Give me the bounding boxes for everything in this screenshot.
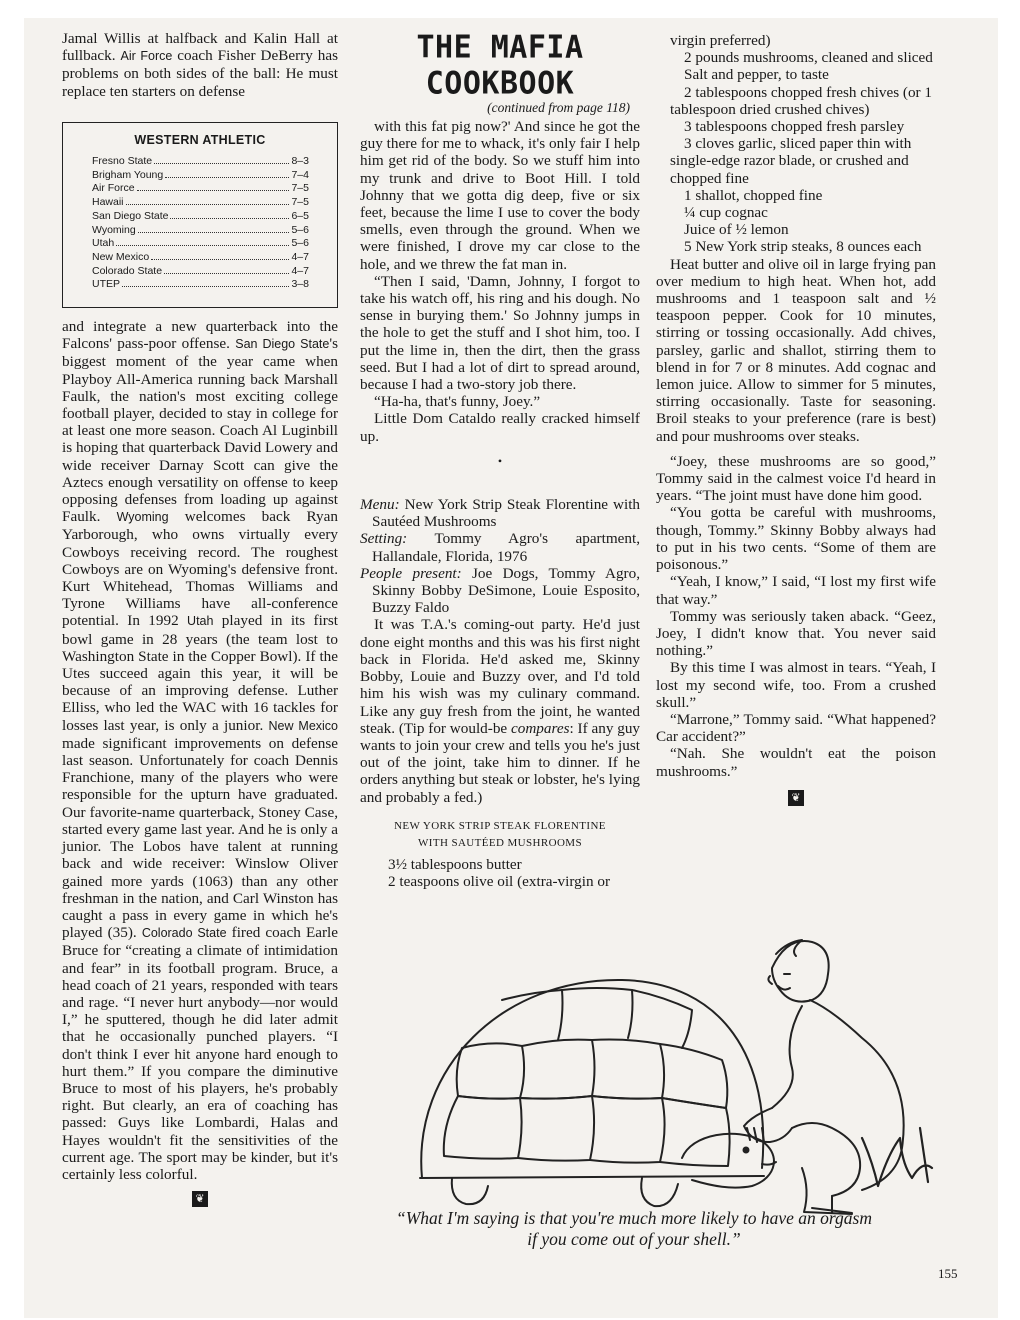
recipe-title-line: WITH SAUTÉED MUSHROOMS	[417, 836, 583, 849]
team-highlight: San Diego State	[235, 337, 330, 352]
people-label: People present:	[360, 564, 462, 582]
story-paragraph: Tommy was seriously taken aback. “Geez, Joey, I didn't know that. You never said nothing.”	[656, 607, 936, 660]
ingredient-continued: virgin preferred)	[670, 32, 771, 49]
ingredient-item: 2 tablespoons chopped fresh chives (or 1 tablespoon dried crushed chives)	[670, 83, 932, 118]
sports-paragraph: and integrate a new quarterback into the Falcons' pass-poor offense. San Diego State's biggest moment of the year came when Playboy All-America running back Marshall Faulk, the nation's most exciting college football player, decided to stay in college for at least one more season. Coach Al Luginbill is hoping that quarterback David Lowery and wide receiver Darnay Scott can give the Aztecs enough versatility on offense to keep opposing defenses from loading up against Faulk. Wyoming welcomes back Ryan Yarborough, who owns virtually every Cowboys receiving record. The roughest Cowboys are on Wyoming's defensive front. Kurt Whitehead, Thomas Williams and Tyrone Williams have all-conference potential. In 1992 Utah played in its first bowl game in 28 years (the team lost to Washington State in the Copper Bowl). If the Utes succeed again this year, it will be because of an improving defense. Luther Elliss, who led the WAC with 16 tackles for losses last year, is only a junior. New Mexico made significant improvements on defense last season. Unfortunately for coach Dennis Franchione, many of the players who were responsible for the upturn have graduated. Our favorite-name quarterback, Stoney Case, started every game last year. And he is only a junior. The Lobos have talent at running back and wide receiver: Winslow Oliver gained more yards (1063) than any other freshman in the nation, and Carl Winston has caught a pass in every game in which he's played (35). Colorado State fired coach Earle Bruce for “creating a climate of intimidation and fear” in its football program. Bruce, a head coach of 21 years, responded with tears and rage. “I never hurt anybody—nor would I,” he sputtered, though he did later admit that he occasionally punched players. “I don't think I ever hit anyone hard enough to hurt them.” If you compare the diminutive Bruce to most of his players, he's probably right. But clearly, an era of coaching has passed: Guys like Lombardi, Halas and Hayes wouldn't fit the sensitivities of the current age. The sport may be kinder, but it's certainly less colorful.	[62, 318, 338, 1183]
story-text: It was T.A.'s coming-out party. He'd just done eight months and this was his first night back in Florida. He'd asked me, Skinny Bobby, Louie and Buzzy over, and I'd told him his wish was my culinary command. Like any guy fresh from the joint, he wanted steak. (Tip for would-be	[360, 616, 640, 737]
standings-box	[62, 122, 338, 308]
story-paragraph: “Joey, these mushrooms are so good,” Tommy said in the calmest voice I'd heard in years. “The joint must have done him good.	[656, 452, 936, 505]
standings-row	[63, 182, 337, 196]
ingredient-item: ¼ cup cognac	[684, 204, 768, 222]
story-paragraphs-a	[360, 118, 640, 445]
leader-dots	[137, 190, 290, 191]
team-name: New Mexico	[92, 250, 150, 263]
bunny-icon: ❦	[788, 790, 804, 806]
menu-line	[360, 496, 640, 530]
story-paragraph: “Marrone,” Tommy said. “What happened? Car accident?”	[656, 710, 936, 746]
standings-row	[63, 265, 337, 279]
team-record: 4–7	[291, 250, 309, 263]
leader-dots	[170, 218, 289, 219]
ingredient-item: 5 New York strip steaks, 8 ounces each	[684, 238, 922, 256]
story-paragraph: By this time I was almost in tears. “Yeah, I lost my second wife, too. From a crushed skull.”	[656, 659, 936, 711]
story-paragraphs-c	[656, 453, 936, 780]
artist-signature	[862, 1128, 932, 1186]
story-paragraph: “Yeah, I know,” I said, “I lost my first wife that way.”	[656, 573, 936, 608]
ingredient-item: 3 tablespoons chopped fresh parsley	[684, 118, 905, 136]
leader-dots	[165, 177, 289, 178]
cartoon-illustration	[392, 928, 952, 1218]
ingredient-item: 1 shallot, chopped fine	[684, 186, 823, 204]
team-name: Hawaii	[92, 196, 124, 209]
ingredients-list-b	[656, 49, 936, 255]
leader-dots	[126, 204, 290, 205]
end-mark	[62, 1189, 338, 1207]
team-highlight: New Mexico	[268, 718, 338, 733]
bunny-icon: ❦	[192, 1191, 208, 1207]
team-name: Air Force	[92, 182, 135, 195]
directions: Heat butter and olive oil in large frying pan over medium to high heat. When hot, add mushrooms and 1 teaspoon salt and ½ teaspoon pepper. Cook for 10 minutes, stirring or tossing occasionally. Add chives, parsley, garlic and shallot, stirring them to blend in for 7 or 8 minutes. Add cognac and lemon juice. Allow to simmer for 5 minutes, stirring occasionally. Taste for seasoning. Broil steaks to your preference (rare is best) and pour mushrooms over steaks.	[656, 255, 936, 445]
compares-word: compares	[511, 719, 570, 737]
setting-line	[360, 530, 640, 564]
article-title: THE MAFIA COOKBOOK	[416, 29, 584, 102]
standings-row	[63, 278, 337, 292]
team-name: Fresno State	[92, 155, 153, 167]
team-record: 8–3	[291, 155, 309, 167]
team-record: 5–6	[291, 237, 309, 250]
story-paragraph: “Nah. She wouldn't eat the poison mushrooms.”	[656, 745, 936, 780]
continued-note: (continued from page 118)	[487, 100, 630, 115]
column-2	[360, 30, 640, 890]
story-paragraph: “Then I said, 'Damn, Johnny, I forgot to take his watch off, his ring and his dough. No sense in burying them.' So Johnny jumps in the hole to get the stuff and I shot him, too. I put the lime in, then the dirt, then the grass seed. But I had a lot of dirt to spread around, because I had a two-story job there.	[360, 272, 640, 394]
leader-dots	[116, 245, 289, 246]
people-text: Joe Dogs, Tommy Agro, Skinny Bobby DeSimone, Louie Esposito, Buzzy Faldo	[372, 564, 640, 617]
team-record: 6–5	[291, 209, 309, 222]
ingredient-item: Salt and pepper, to taste	[684, 66, 829, 84]
menu-text: New York Strip Steak Florentine with Sautéed Mushrooms	[372, 496, 641, 531]
sports-paragraph: Jamal Willis at halfback and Kalin Hall at fullback. Air Force coach Fisher DeBerry has problems on both sides of the ball: He must replace ten starters on defense	[62, 30, 338, 100]
team-record: 4–7	[291, 264, 309, 277]
column-3	[656, 32, 936, 806]
recipe-title	[360, 818, 640, 852]
story-paragraph: “You gotta be careful with mushrooms, though, Tommy.” Skinny Bobby always had to put in his two cents. “Some of them are poisonous.”	[656, 504, 936, 574]
team-record: 7–5	[291, 182, 309, 195]
man-body	[810, 1000, 904, 1190]
section-separator: •	[497, 453, 503, 468]
ingredient-item: 2 pounds mushrooms, cleaned and sliced	[684, 49, 933, 67]
column-1-bottom	[62, 318, 338, 1207]
standings-row	[63, 169, 337, 183]
team-name: UTEP	[92, 278, 121, 291]
column-1-top	[62, 30, 338, 100]
standings-row	[63, 196, 337, 210]
standings-title: WESTERN ATHLETIC	[134, 133, 266, 147]
cartoon-caption: “What I'm saying is that you're much more likely to have an orgasm if you come out of your shell.”	[395, 1208, 873, 1249]
story-paragraph	[360, 616, 640, 805]
setting-text: Tommy Agro's apartment, Hallandale, Florida, 1976	[372, 530, 640, 565]
page-number: 155	[938, 1266, 958, 1281]
magazine-page	[24, 18, 998, 1318]
story-paragraph: with this fat pig now?' And since he got the guy there for me to whack, it's only fair I help him get rid of the body. So we stuff him into my trunk and drive to Boot Hill. I told Johnny that we gotta dig deep, five or six feet, because the lime I use to cover the body smells, even through the ground. When we were finished, I drove my car close to the hole, and we threw the fat man in.	[360, 118, 640, 273]
story-text: : If any guy wants to join your crew and tells you he's just out of the joint, take him to dinner. If he orders anything but steak or lobster, he's lying and probably a fed.)	[360, 719, 641, 806]
story-paragraph: Little Dom Cataldo really cracked himself up.	[360, 410, 640, 445]
standings-row	[63, 237, 337, 251]
team-record: 7–5	[291, 196, 309, 209]
standings-row	[63, 155, 337, 169]
team-name: Colorado State	[92, 264, 163, 277]
team-record: 7–4	[291, 168, 309, 181]
ingredient-item: 2 teaspoons olive oil (extra-virgin or	[388, 872, 610, 890]
leader-dots	[122, 286, 289, 287]
team-record: 3–8	[291, 278, 309, 291]
team-record: 5–6	[291, 223, 309, 236]
ingredient-item: 3 cloves garlic, sliced paper thin with single-edge razor blade, or crushed and chopped fine	[670, 135, 912, 187]
leader-dots	[138, 232, 290, 233]
leader-dots	[151, 259, 289, 260]
menu-label: Menu:	[360, 496, 400, 514]
ingredient-item: 3½ tablespoons butter	[388, 855, 522, 873]
leader-dots	[164, 273, 289, 274]
setting-label: Setting:	[360, 530, 408, 548]
team-highlight: Air Force	[120, 49, 173, 64]
recipe-title-line: NEW YORK STRIP STEAK FLORENTINE	[394, 819, 606, 832]
team-name: Brigham Young	[92, 168, 164, 181]
standings-list	[63, 155, 337, 292]
team-name: Utah	[92, 237, 115, 250]
end-mark	[656, 788, 936, 806]
team-highlight: Utah	[187, 614, 214, 629]
people-line	[360, 565, 640, 617]
standings-row	[63, 224, 337, 238]
standings-row	[63, 251, 337, 265]
team-highlight: Colorado State	[141, 926, 227, 941]
leader-dots	[154, 163, 289, 164]
ingredient-item: Juice of ½ lemon	[684, 221, 789, 239]
team-highlight: Wyoming	[116, 510, 169, 525]
standings-row	[63, 210, 337, 224]
ingredients-list-a	[360, 856, 640, 890]
story-paragraph: “Ha-ha, that's funny, Joey.”	[374, 393, 541, 411]
team-name: San Diego State	[92, 209, 169, 222]
team-name: Wyoming	[92, 223, 136, 236]
